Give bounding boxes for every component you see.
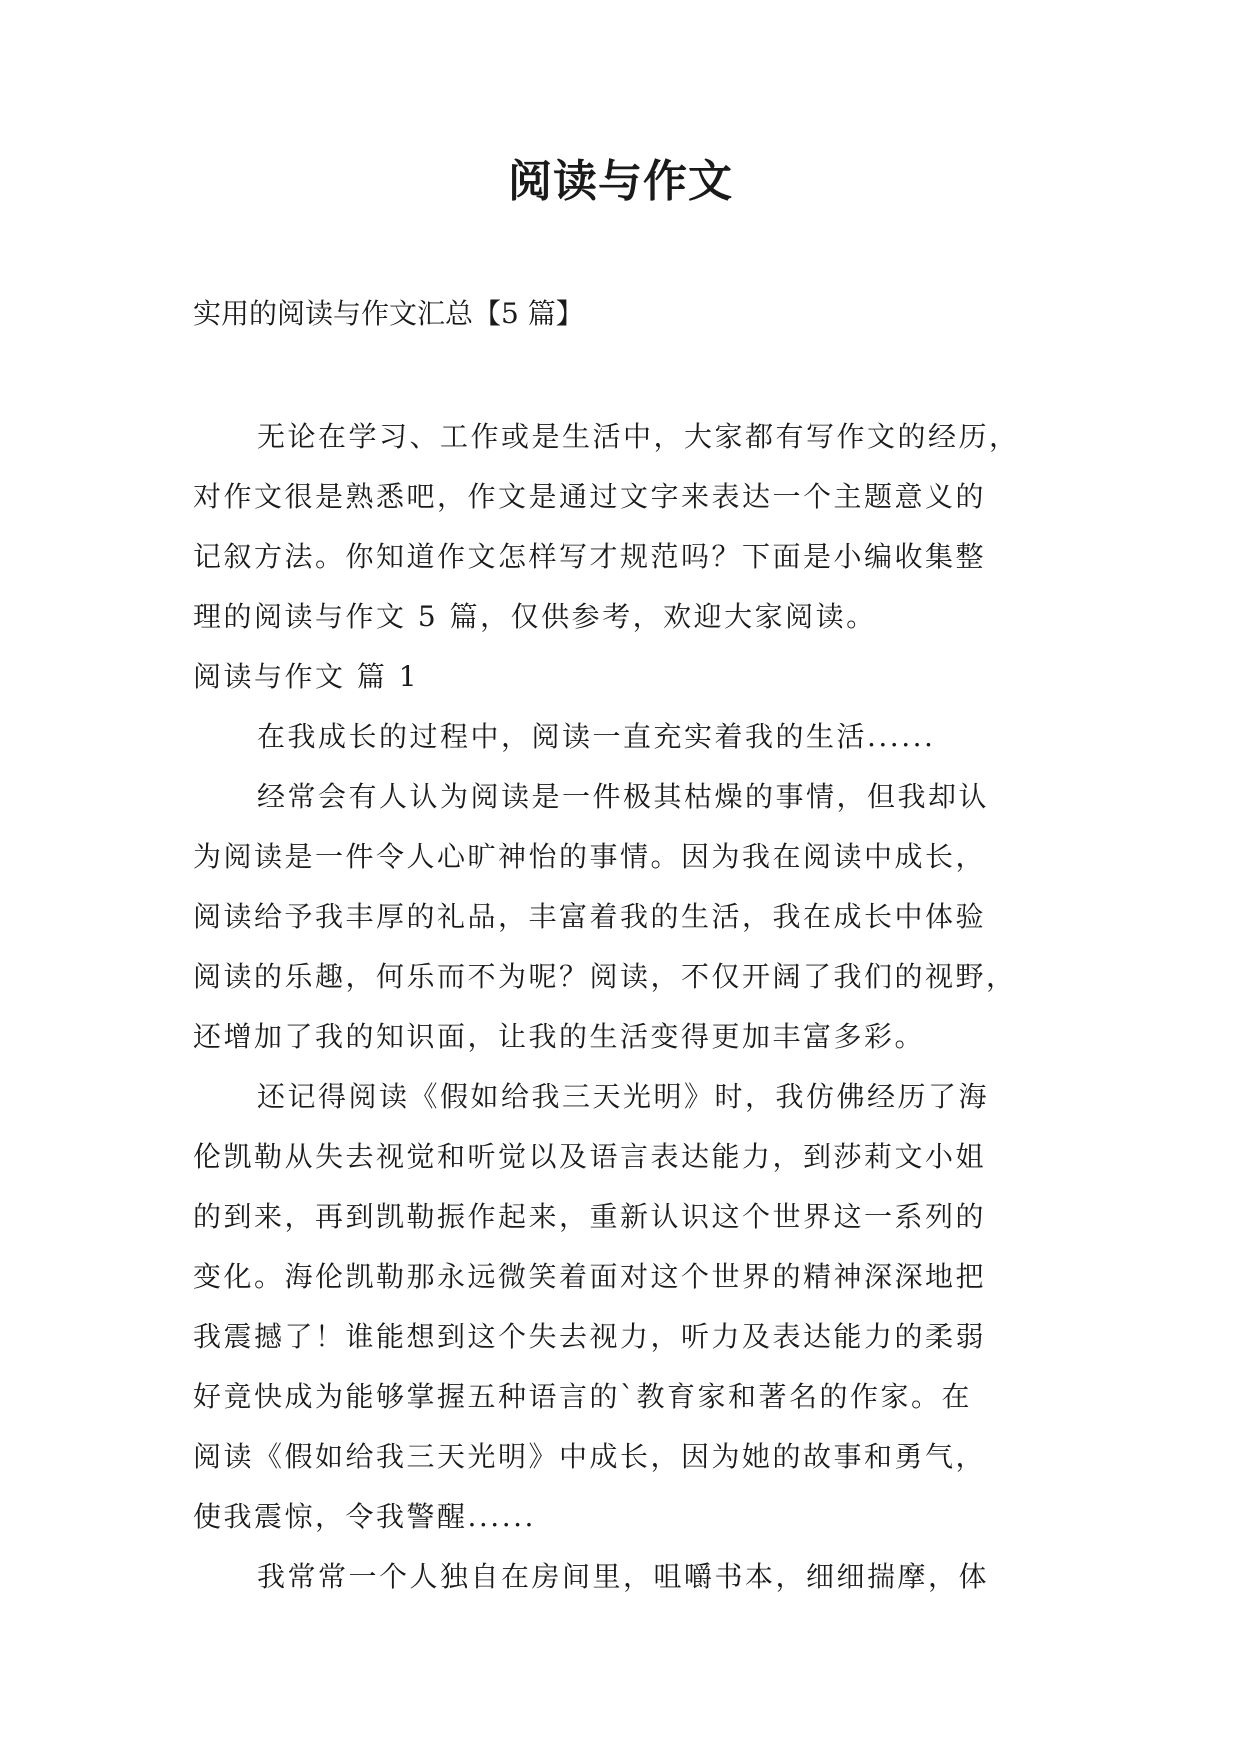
document-body [193,407,1053,1607]
text-line: 对作文很是熟悉吧，作文是通过文字来表达一个主题意义的 [193,480,987,513]
text-line: 我震撼了！谁能想到这个失去视力，听力及表达能力的柔弱 [193,1320,987,1353]
text-line: 阅读与作文 篇 1 [193,660,420,693]
text-line: 理的阅读与作文 5 篇，仅供参考，欢迎大家阅读。 [193,600,877,633]
text-line: 还增加了我的知识面，让我的生活变得更加丰富多彩。 [193,1020,926,1053]
text-line: 为阅读是一件令人心旷神怡的事情。因为我在阅读中成长， [193,840,987,873]
text-line: 的到来，再到凯勒振作起来，重新认识这个世界这一系列的 [193,1200,987,1233]
document-subtitle: 实用的阅读与作文汇总【5 篇】 [193,297,584,330]
text-line: 还记得阅读《假如给我三天光明》时，我仿佛经历了海 [257,1080,990,1113]
text-line: 记叙方法。你知道作文怎样写才规范吗？下面是小编收集整 [193,540,987,573]
text-line: 伦凯勒从失去视觉和听觉以及语言表达能力，到莎莉文小姐 [193,1140,987,1173]
text-line: 阅读给予我丰厚的礼品，丰富着我的生活，我在成长中体验 [193,900,987,933]
text-line: 使我震惊，令我警醒...... [193,1500,536,1533]
text-line: 阅读《假如给我三天光明》中成长，因为她的故事和勇气， [193,1440,987,1473]
text-line: 好竟快成为能够掌握五种语言的`教育家和著名的作家。在 [193,1380,973,1413]
text-line: 阅读的乐趣，何乐而不为呢？阅读，不仅开阔了我们的视野， [193,960,1017,993]
document-title: 阅读与作文 [508,156,733,207]
text-line: 经常会有人认为阅读是一件极其枯燥的事情，但我却认 [257,780,990,813]
text-line: 在我成长的过程中，阅读一直充实着我的生活...... [257,720,936,753]
text-line: 无论在学习、工作或是生活中，大家都有写作文的经历， [257,420,1020,453]
text-line: 我常常一个人独自在房间里，咀嚼书本，细细揣摩，体 [257,1560,990,1593]
text-line: 变化。海伦凯勒那永远微笑着面对这个世界的精神深深地把 [193,1260,987,1293]
